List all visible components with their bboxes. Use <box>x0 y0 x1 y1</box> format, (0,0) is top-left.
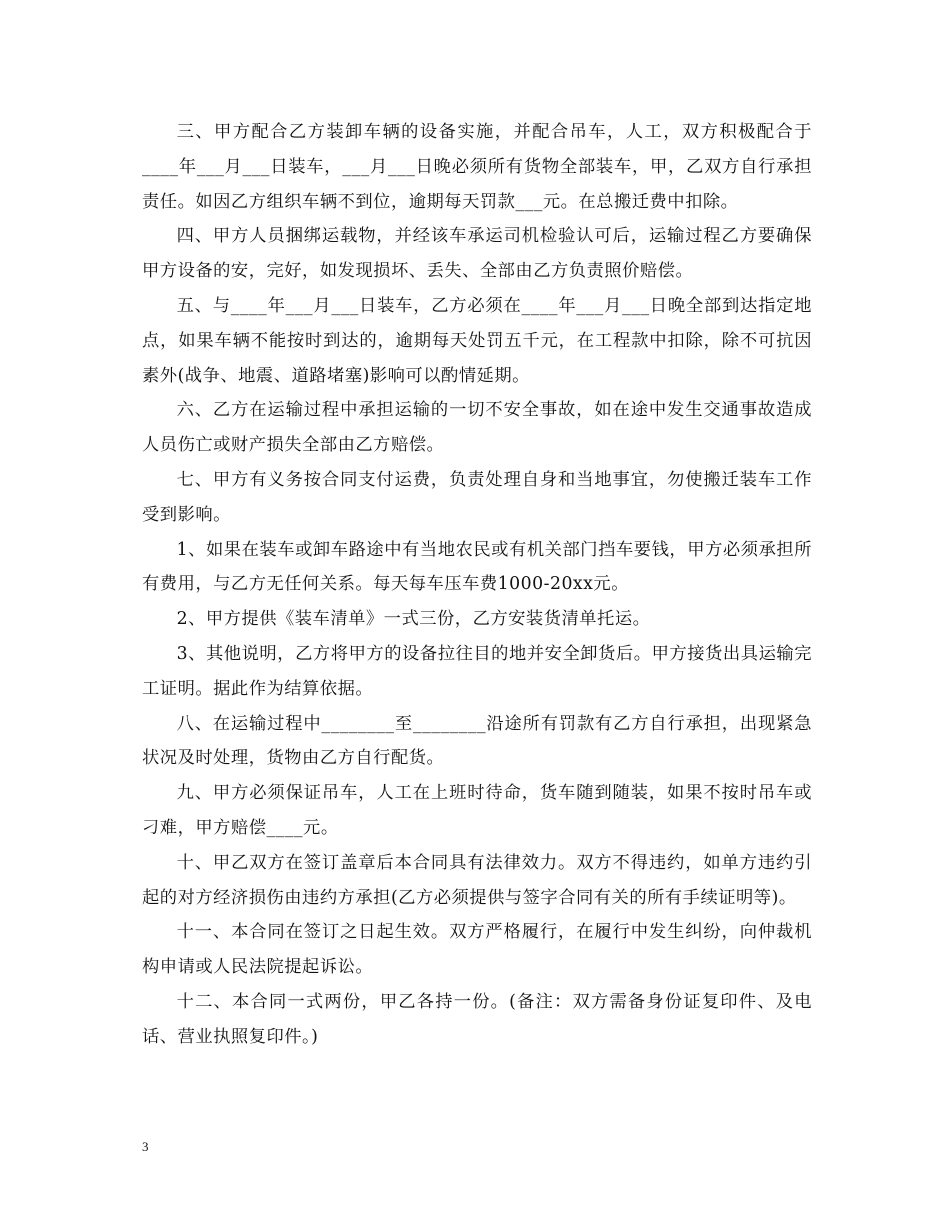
clause-12-paragraph: 十二、本合同一式两份，甲乙各持一份。(备注：双方需备身份证复印件、及电话、营业执照复印件。) <box>142 991 812 1047</box>
document-body <box>142 115 812 1055</box>
clause-9-paragraph: 九、甲方必须保证吊车，人工在上班时待命，货车随到随装，如果不按时吊车或刁难，甲方赔偿____元。 <box>142 783 812 838</box>
clause-4-paragraph: 四、甲方人员捆绑运载物，并经该车承运司机检验认可后，运输过程乙方要确保甲方设备的安，完好，如发现损坏、丢失、全部由乙方负责照价赔偿。 <box>142 226 812 282</box>
clause-7-paragraph: 七、甲方有义务按合同支付运费，负责处理自身和当地事宜，勿使搬迁装车工作受到影响。 <box>142 469 812 525</box>
clause-7-item-1-paragraph: 1、如果在装车或卸车路途中有当地农民或有机关部门挡车要钱，甲方必须承担所有费用，与乙方无任何关系。每天每车压车费1000-20xx元。 <box>142 539 812 595</box>
clause-6-paragraph: 六、乙方在运输过程中承担运输的一切不安全事故，如在途中发生交通事故造成人员伤亡或财产损失全部由乙方赔偿。 <box>142 400 812 456</box>
clause-11-paragraph: 十一、本合同在签订之日起生效。双方严格履行，在履行中发生纠纷，向仲裁机构申请或人民法院提起诉讼。 <box>142 922 812 978</box>
page-number: 3 <box>142 1139 149 1154</box>
clause-3-paragraph: 三、甲方配合乙方装卸车辆的设备实施，并配合吊车，人工，双方积极配合于____年___月___日装车，___月___日晚必须所有货物全部装车，甲，乙双方自行承担责任。如因乙方组织车辆不到位，逾期每天罚款___元。在总搬迁费中扣除。 <box>142 122 812 212</box>
clause-8-paragraph: 八、在运输过程中________至________沿途所有罚款有乙方自行承担，出现紧急状况及时处理，货物由乙方自行配货。 <box>142 713 812 769</box>
clause-7-item-3-paragraph: 3、其他说明，乙方将甲方的设备拉往目的地并安全卸货后。甲方接货出具运输完工证明。据此作为结算依据。 <box>142 643 812 699</box>
clause-10-paragraph: 十、甲乙双方在签订盖章后本合同具有法律效力。双方不得违约，如单方违约引起的对方经济损伤由违约方承担(乙方必须提供与签字合同有关的所有手续证明等)。 <box>142 852 812 908</box>
clause-5-paragraph: 五、与____年___月___日装车，乙方必须在____年___月___日晚全部到达指定地点，如果车辆不能按时到达的，逾期每天处罚五千元，在工程款中扣除，除不可抗因素外(战争、地震、道路堵塞)影响可以酌情延期。 <box>142 295 812 386</box>
clause-7-item-2-paragraph: 2、甲方提供《装车清单》一式三份，乙方安装货清单托运。 <box>176 609 651 630</box>
